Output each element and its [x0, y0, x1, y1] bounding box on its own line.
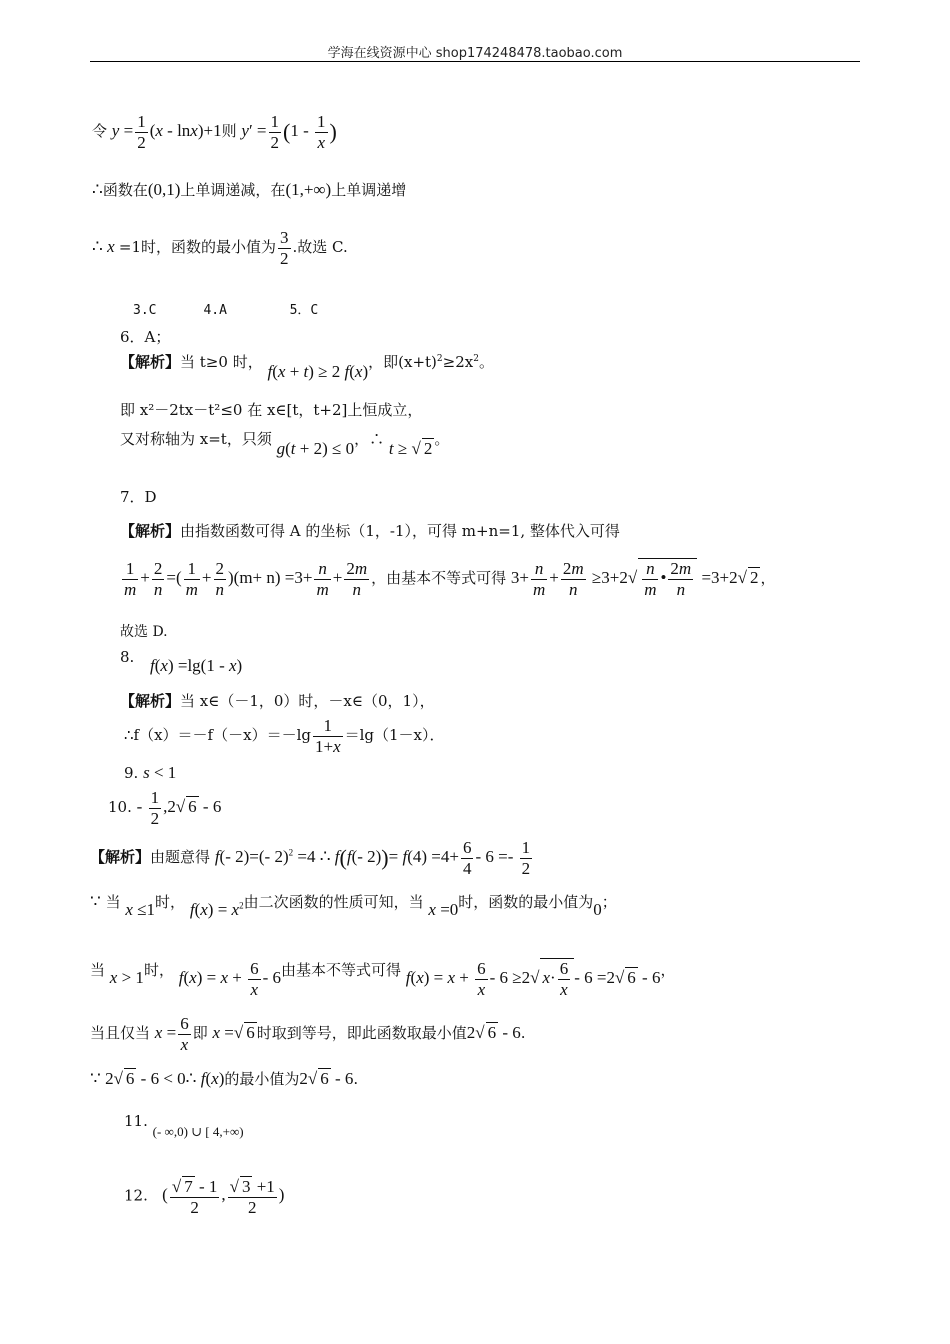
analysis-tag: 【解析】 [120, 692, 181, 710]
q2-line3: ∴ x =1时，函数的最小值为 $\frac{3}{2}$ .故选 C. [92, 228, 348, 268]
q8-title: 8. [120, 648, 135, 666]
q10-line2: ∵ 当 x ≤1时， $f(x) = x^2$由二次函数的性质可知，当 x =0时，函数的最小值为0； [90, 892, 617, 919]
q8-formula: f(x) =lg(1 - x) [150, 656, 243, 675]
text: 上单调递减，在 [180, 181, 286, 199]
q12-line: 12. ( $\frac{√ 7 - 1}{2}$ , $\frac{√ 3 +1}{2}$ ) [124, 1177, 285, 1217]
q10-title: 10. [108, 797, 132, 816]
q6-line2: 即 x²－2tx－t²≤0 在 x∈[t，t+2]上恒成立， [120, 401, 423, 419]
text: ，由基本不等式可得 [371, 568, 507, 587]
q9-line: 9. s < 1 [124, 763, 177, 782]
text: 即 [192, 1023, 208, 1042]
answer-5: 5．C [289, 303, 319, 318]
q6-title: 6．A； [120, 328, 171, 346]
q6-line1: 【解析】当 t≥0 时， f(x + t) ≥ 2 f(x)，即$(x+t)^2\ge 2x^2$。 [120, 353, 494, 381]
text: 时， [143, 960, 174, 979]
answer-3: 3.C [133, 303, 157, 318]
q10-line1: 【解析】由题意得 f(- 2)=(- 2)$^2$ =4 ∴ f(f(- 2))= f(4) =4+ $\frac{6}{4}$ - 6 =- $\frac{1}{2}$ [90, 838, 531, 878]
text: 由题意得 [150, 847, 211, 866]
text: 。 [478, 353, 494, 371]
text: 时，函数的最小值为 [458, 893, 594, 911]
text: 函数在 [102, 181, 148, 199]
text: 上单调递增 [331, 181, 407, 199]
text: 时取到等号，即此函数取最小值 [256, 1023, 467, 1042]
q2-line2: ∴函数在(0,1)上单调递减，在(1,+∞)上单调递增 [92, 180, 407, 199]
q6-line3: 又对称轴为 x=t，只须 g(t + 2) ≤ 0，∴ t ≥ √ 2 。 [120, 430, 450, 458]
text: .故选 C. [292, 238, 348, 257]
q9-title: 9. [124, 764, 139, 782]
q11-title: 11. [124, 1112, 148, 1130]
interval: (1,+∞) [285, 180, 332, 199]
q7-line3: 故选 D. [120, 624, 168, 640]
text: ≥2x [442, 353, 474, 371]
answers-3-5 [133, 303, 318, 319]
q11-line: 11. (- ∞,0) ∪ [ 4,+∞) [124, 1112, 244, 1139]
text: 当 [90, 960, 106, 979]
q10-line4: 当且仅当 x = $\frac{6}{x}$ 即 x =√ 6 时取到等号，即此函数取最小值2√ 6 - 6. [90, 1014, 526, 1054]
text: ∴f（x）＝－f（－x）＝－lg [124, 726, 311, 745]
text: 的最小值为 [224, 1070, 300, 1088]
q7-line2: $\frac{1}{m}$ + $\frac{2}{n}$ =( $\frac{1}{m}$ + $\frac{2}{n}$ )(m+ n) =3+ $\frac{n}{m}$ + $\frac{2m}{n}$ ，由基本不等式可得 3+ $\frac{n}{m}$ + $\frac{2m}{n}$ ≥3+2√ $\frac{n}{m}$ • $\frac{2m}{n}$ =3+2√ 2 ， [124, 559, 776, 599]
q10-line5: ∵ 2√ 6 - 6 < 0∴ f(x)的最小值为2√ 6 - 6. [90, 1069, 359, 1088]
text: 当且仅当 [90, 1023, 151, 1042]
formula-y: y = $\frac{1}{2}$ (x - lnx)+1 [111, 112, 222, 152]
formula-yprime: y′ = $\frac{1}{2}$ (1 - $\frac{1}{x}$ ) [241, 112, 337, 152]
text: 当 t≥0 时， [180, 353, 263, 371]
text: ，∴ [354, 430, 385, 448]
text: 又对称轴为 x=t，只须 [120, 430, 272, 448]
text: ＝lg（1－x）． [344, 726, 445, 745]
page-header: 学海在线资源中心 shop174248478.taobao.com [327, 46, 623, 61]
text: 时， [155, 893, 186, 911]
text: 由二次函数的性质可知，当 [243, 893, 424, 911]
text: 由指数函数可得 A 的坐标（1，-1），可得 m+n=1, 整体代入可得 [180, 522, 620, 540]
q8-line1 [120, 692, 435, 710]
text: =1时，函数的最小值为 [118, 238, 276, 257]
q7-line1 [120, 522, 620, 540]
q10-answer: 10. - $\frac{1}{2}$ ,2√ 6 - 6 [108, 788, 222, 828]
text: 则 [221, 121, 237, 140]
text: 由基本不等式可得 [281, 960, 402, 979]
q8-line2: ∴f（x）＝－f（－x）＝－lg $\frac{1}{1+x}$ ＝lg（1－x）． [124, 716, 445, 756]
text: 令 [92, 121, 108, 140]
q12-title: 12. [124, 1186, 148, 1205]
text: 当 [105, 893, 121, 911]
q7-title: 7．D [120, 488, 157, 506]
q2-line1 [92, 112, 337, 152]
text: 当 x∈（－1，0）时，－x∈（0，1）， [180, 692, 435, 710]
text: ； [601, 893, 617, 911]
answer-4: 4.A [203, 303, 227, 318]
interval: (0,1) [147, 180, 181, 199]
text: ，即(x+t) [368, 353, 437, 371]
analysis-tag: 【解析】 [120, 522, 181, 540]
text: 。 [434, 430, 450, 448]
header-rule [90, 61, 860, 62]
analysis-tag: 【解析】 [90, 847, 151, 866]
analysis-tag: 【解析】 [120, 353, 181, 371]
q10-line3: 当 x > 1时， f(x) = x + $\frac{6}{x}$ - 6由基本不等式可得 f(x) = x + $\frac{6}{x}$ - 6 ≥2√ x· $\frac{6}{x}$ - 6 =2√ 6 - 6， [90, 959, 676, 999]
